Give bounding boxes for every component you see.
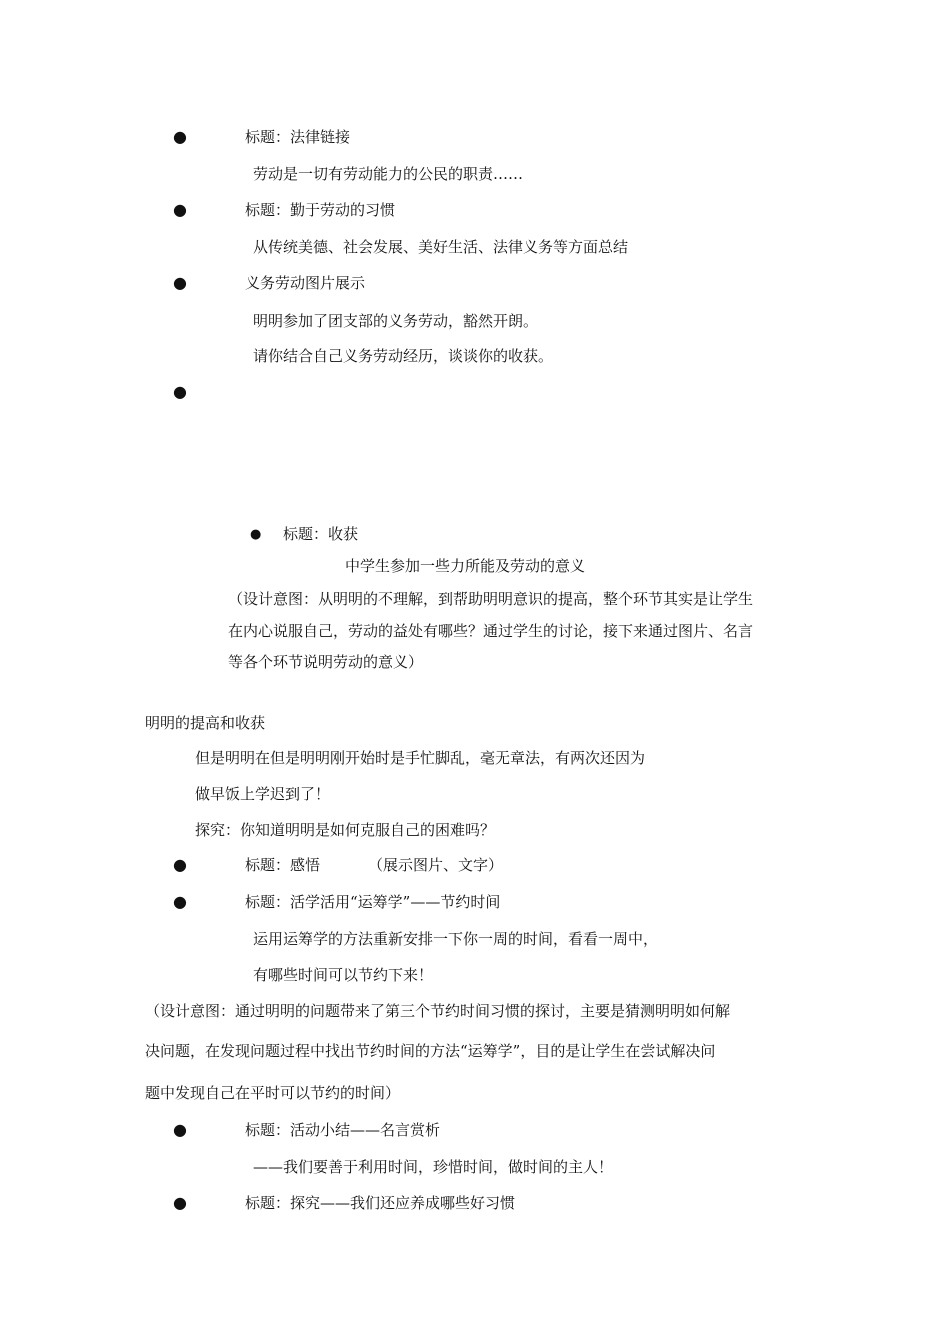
design-intent-line-1: （设计意图：通过明明的问题带来了第三个节约时间习惯的探讨，主要是猜测明明如何解 (145, 1002, 731, 1020)
bullet-icon: ● (250, 527, 262, 542)
item-title-photo-display: 义务劳动图片展示 (245, 274, 366, 292)
design-intent-line-3: 题中发现自己在平时可以节约的时间） (145, 1084, 401, 1102)
item-title-summary-quotes: 标题：活动小结——名言赏析 (245, 1121, 441, 1139)
item-title-law-link: 标题：法律链接 (245, 128, 351, 146)
item-note-show-images: （展示图片、文字） (368, 856, 504, 874)
item-text-summary: 从传统美德、社会发展、美好生活、法律义务等方面总结 (253, 238, 629, 256)
slide-title-harvest: 标题：收获 (283, 525, 359, 543)
paragraph-line-1: 但是明明在但是明明刚开始时是手忙脚乱，毫无章法，有两次还因为 (195, 749, 646, 767)
item-text-quote: ——我们要善于利用时间，珍惜时间，做时间的主人！ (253, 1158, 614, 1176)
paragraph-line-2: 做早饭上学迟到了！ (195, 785, 331, 803)
bullet-icon: ● (173, 382, 187, 401)
bullet-icon: ● (173, 855, 187, 874)
bullet-icon: ● (173, 273, 187, 292)
slide-design-intent-line-3: 等各个环节说明劳动的意义） (228, 653, 424, 671)
design-intent-line-2: 决问题，在发现问题过程中找出节约时间的方法“运筹学”，目的是让学生在尝试解决问 (145, 1042, 716, 1060)
bullet-icon: ● (173, 892, 187, 911)
slide-subtitle-meaning: 中学生参加一些力所能及劳动的意义 (345, 557, 586, 575)
item-title-good-habits: 标题：探究——我们还应养成哪些好习惯 (245, 1194, 516, 1212)
item-text-mingming-volunteer: 明明参加了团支部的义务劳动，豁然开朗。 (253, 312, 539, 330)
item-title-operations-research: 标题：活学活用“运筹学”——节约时间 (245, 893, 501, 911)
item-title-insight: 标题：感悟 (245, 856, 321, 874)
item-text-law-duty: 劳动是一切有劳动能力的公民的职责…… (253, 165, 524, 183)
slide-design-intent-line-2: 在内心说服自己，劳动的益处有哪些？通过学生的讨论，接下来通过图片、名言 (228, 622, 754, 640)
bullet-icon: ● (173, 1193, 187, 1212)
section-heading: 明明的提高和收获 (145, 714, 266, 732)
item-text-rearrange-week: 运用运筹学的方法重新安排一下你一周的时间，看看一周中， (253, 930, 659, 948)
item-text-share-harvest: 请你结合自己义务劳动经历，谈谈你的收获。 (253, 347, 554, 365)
slide-design-intent-line-1: （设计意图：从明明的不理解，到帮助明明意识的提高，整个环节其实是让学生 (228, 590, 754, 608)
bullet-icon: ● (173, 200, 187, 219)
bullet-icon: ● (173, 1120, 187, 1139)
item-text-save-time: 有哪些时间可以节约下来！ (253, 966, 434, 984)
item-title-labor-habit: 标题：勤于劳动的习惯 (245, 201, 396, 219)
paragraph-inquiry: 探究：你知道明明是如何克服自己的困难吗？ (195, 821, 496, 839)
bullet-icon: ● (173, 127, 187, 146)
